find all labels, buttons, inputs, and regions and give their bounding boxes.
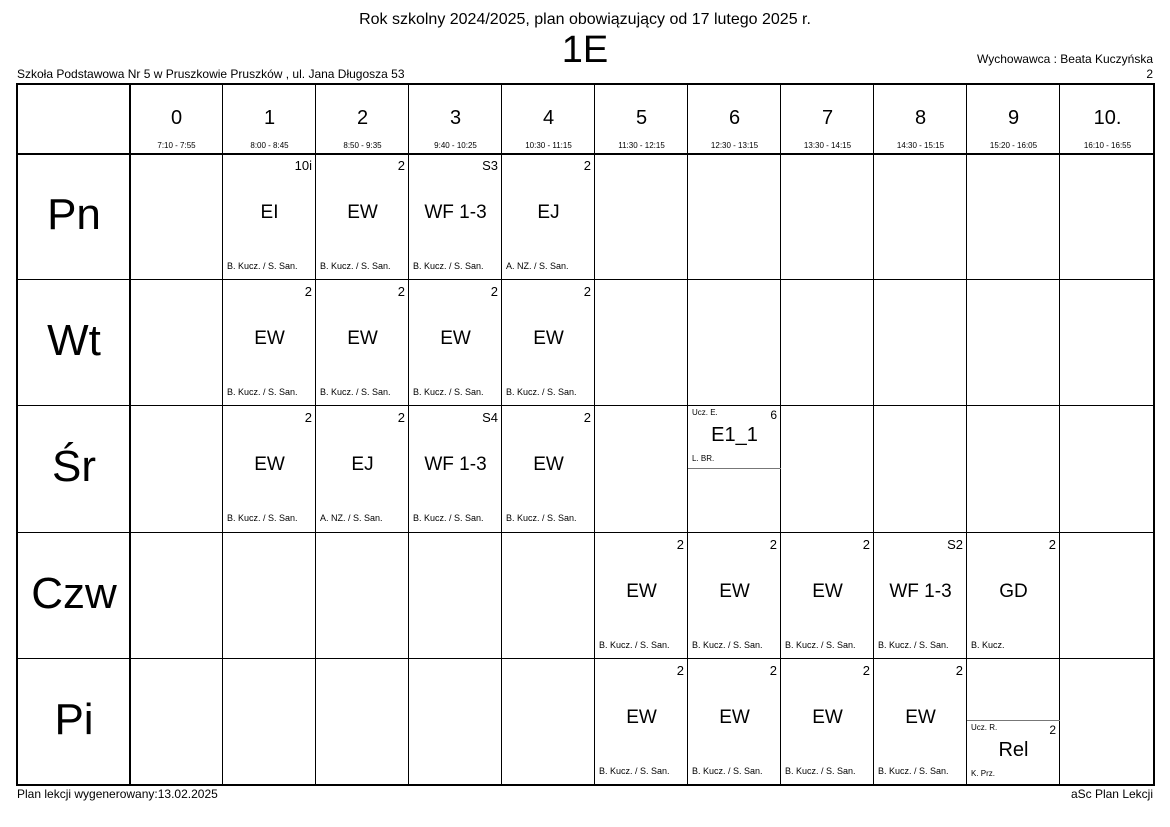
lesson-teachers: B. Kucz.	[971, 640, 1005, 650]
lesson-teachers: A. NZ. / S. San.	[506, 261, 569, 271]
lesson-room: 2	[1048, 537, 1056, 552]
period-time: 12:30 - 13:15	[710, 141, 759, 150]
software-name: aSc Plan Lekcji	[1070, 787, 1153, 801]
period-number: 10.	[1093, 107, 1122, 129]
lesson-cell[interactable]	[316, 154, 409, 280]
day-label: Pi	[54, 695, 94, 744]
lesson-room: 2	[769, 663, 777, 678]
lesson-teachers: B. Kucz. / S. San.	[692, 640, 763, 650]
lesson-room: 2	[583, 158, 591, 173]
lesson-room: S3	[482, 158, 498, 173]
grid-column-line	[1059, 85, 1060, 784]
timetable-grid	[16, 83, 1155, 786]
lesson-cell[interactable]	[409, 280, 502, 406]
lesson-room: 2	[583, 284, 591, 299]
period-time: 8:00 - 8:45	[250, 141, 289, 150]
period-number: 1	[263, 107, 276, 129]
lesson-teachers: B. Kucz. / S. San.	[413, 513, 484, 523]
lesson-subject: EI	[260, 202, 279, 223]
lesson-subject: EJ	[351, 454, 374, 475]
lesson-cell[interactable]	[688, 533, 781, 659]
period-time: 8:50 - 9:35	[343, 141, 382, 150]
lesson-subject: EW	[533, 454, 564, 475]
class-name: 1E	[561, 29, 609, 71]
lesson-cell[interactable]	[502, 280, 595, 406]
lesson-cell[interactable]	[874, 533, 967, 659]
day-label: Śr	[52, 442, 96, 491]
lesson-teachers: B. Kucz. / S. San.	[413, 387, 484, 397]
lesson-room: 2	[862, 537, 870, 552]
group-lesson-cell[interactable]	[688, 406, 781, 469]
lesson-cell[interactable]	[688, 659, 781, 785]
group-teachers: L. BR.	[692, 454, 715, 463]
lesson-teachers: B. Kucz. / S. San.	[320, 387, 391, 397]
lesson-subject: EW	[719, 707, 750, 728]
homeroom-teacher: Wychowawca : Beata Kuczyńska	[977, 52, 1153, 66]
lesson-cell[interactable]	[595, 659, 688, 785]
lesson-subject: EW	[533, 328, 564, 349]
lesson-room: 2	[676, 663, 684, 678]
group-lesson-cell[interactable]	[967, 720, 1060, 783]
lesson-subject: GD	[999, 581, 1028, 602]
lesson-room: 10i	[294, 158, 312, 173]
group-label: Ucz. R.	[971, 723, 998, 732]
lesson-subject: EW	[626, 581, 657, 602]
lesson-cell[interactable]	[595, 533, 688, 659]
lesson-cell[interactable]	[781, 533, 874, 659]
lesson-room: 2	[490, 284, 498, 299]
period-number: 0	[170, 107, 183, 129]
lesson-teachers: B. Kucz. / S. San.	[785, 766, 856, 776]
lesson-teachers: B. Kucz. / S. San.	[878, 640, 949, 650]
lesson-cell[interactable]	[223, 154, 316, 280]
period-number: 2	[356, 107, 369, 129]
lesson-subject: EW	[347, 328, 378, 349]
day-label: Wt	[47, 316, 101, 365]
period-number: 9	[1007, 107, 1020, 129]
group-subject: Rel	[998, 739, 1029, 761]
period-time: 13:30 - 14:15	[803, 141, 852, 150]
page-number: 2	[1146, 67, 1153, 81]
lesson-cell[interactable]	[409, 406, 502, 533]
period-number: 6	[728, 107, 741, 129]
period-time: 16:10 - 16:55	[1083, 141, 1132, 150]
generated-date: Plan lekcji wygenerowany:13.02.2025	[17, 787, 218, 801]
lesson-room: 2	[397, 410, 405, 425]
lesson-subject: WF 1-3	[424, 454, 487, 475]
group-subject: E1_1	[711, 424, 758, 446]
day-label: Czw	[31, 569, 117, 618]
lesson-room: S4	[482, 410, 498, 425]
lesson-cell[interactable]	[316, 280, 409, 406]
lesson-subject: EW	[719, 581, 750, 602]
lesson-subject: EW	[812, 581, 843, 602]
lesson-subject: EW	[254, 328, 285, 349]
day-label: Pn	[47, 190, 101, 239]
lesson-subject: EW	[812, 707, 843, 728]
period-number: 8	[914, 107, 927, 129]
lesson-room: 2	[862, 663, 870, 678]
period-number: 5	[635, 107, 648, 129]
lesson-teachers: B. Kucz. / S. San.	[878, 766, 949, 776]
lesson-teachers: B. Kucz. / S. San.	[413, 261, 484, 271]
lesson-cell[interactable]	[967, 533, 1060, 659]
lesson-subject: EJ	[537, 202, 560, 223]
period-number: 3	[449, 107, 462, 129]
timetable-subtitle: Rok szkolny 2024/2025, plan obowiązujący od 17 lutego 2025 r.	[359, 11, 811, 28]
lesson-subject: WF 1-3	[889, 581, 952, 602]
lesson-cell[interactable]	[781, 659, 874, 785]
lesson-cell[interactable]	[502, 154, 595, 280]
lesson-room: 2	[676, 537, 684, 552]
lesson-cell[interactable]	[409, 154, 502, 280]
lesson-teachers: B. Kucz. / S. San.	[599, 766, 670, 776]
group-label: Ucz. E.	[692, 408, 718, 417]
lesson-room: 2	[955, 663, 963, 678]
lesson-teachers: B. Kucz. / S. San.	[227, 261, 298, 271]
period-number: 7	[821, 107, 834, 129]
lesson-room: 2	[769, 537, 777, 552]
period-time: 7:10 - 7:55	[157, 141, 196, 150]
lesson-room: 2	[397, 158, 405, 173]
period-time: 15:20 - 16:05	[989, 141, 1038, 150]
lesson-room: 2	[304, 284, 312, 299]
lesson-subject: EW	[254, 454, 285, 475]
lesson-room: 2	[397, 284, 405, 299]
period-time: 14:30 - 15:15	[896, 141, 945, 150]
lesson-room: 2	[304, 410, 312, 425]
lesson-cell[interactable]	[223, 280, 316, 406]
lesson-teachers: B. Kucz. / S. San.	[227, 387, 298, 397]
group-room: 6	[770, 408, 777, 422]
period-number: 4	[542, 107, 555, 129]
group-room: 2	[1049, 723, 1056, 737]
lesson-subject: WF 1-3	[424, 202, 487, 223]
lesson-teachers: B. Kucz. / S. San.	[599, 640, 670, 650]
group-teachers: K. Prz.	[971, 769, 996, 778]
lesson-subject: EW	[347, 202, 378, 223]
period-time: 9:40 - 10:25	[434, 141, 477, 150]
lesson-teachers: B. Kucz. / S. San.	[506, 513, 577, 523]
lesson-subject: EW	[905, 707, 936, 728]
lesson-teachers: B. Kucz. / S. San.	[692, 766, 763, 776]
lesson-teachers: B. Kucz. / S. San.	[320, 261, 391, 271]
school-address: Szkoła Podstawowa Nr 5 w Pruszkowie Pruszków , ul. Jana Długosza 53	[17, 67, 405, 81]
period-time: 11:30 - 12:15	[618, 141, 665, 150]
lesson-cell[interactable]	[223, 406, 316, 533]
lesson-teachers: A. NZ. / S. San.	[320, 513, 383, 523]
lesson-room: 2	[583, 410, 591, 425]
lesson-cell[interactable]	[874, 659, 967, 785]
lesson-subject: EW	[626, 707, 657, 728]
period-time: 10:30 - 11:15	[525, 141, 572, 150]
lesson-teachers: B. Kucz. / S. San.	[506, 387, 577, 397]
lesson-room: S2	[947, 537, 963, 552]
lesson-subject: EW	[440, 328, 471, 349]
lesson-cell[interactable]	[316, 406, 409, 533]
lesson-cell[interactable]	[502, 406, 595, 533]
lesson-teachers: B. Kucz. / S. San.	[785, 640, 856, 650]
lesson-teachers: B. Kucz. / S. San.	[227, 513, 298, 523]
